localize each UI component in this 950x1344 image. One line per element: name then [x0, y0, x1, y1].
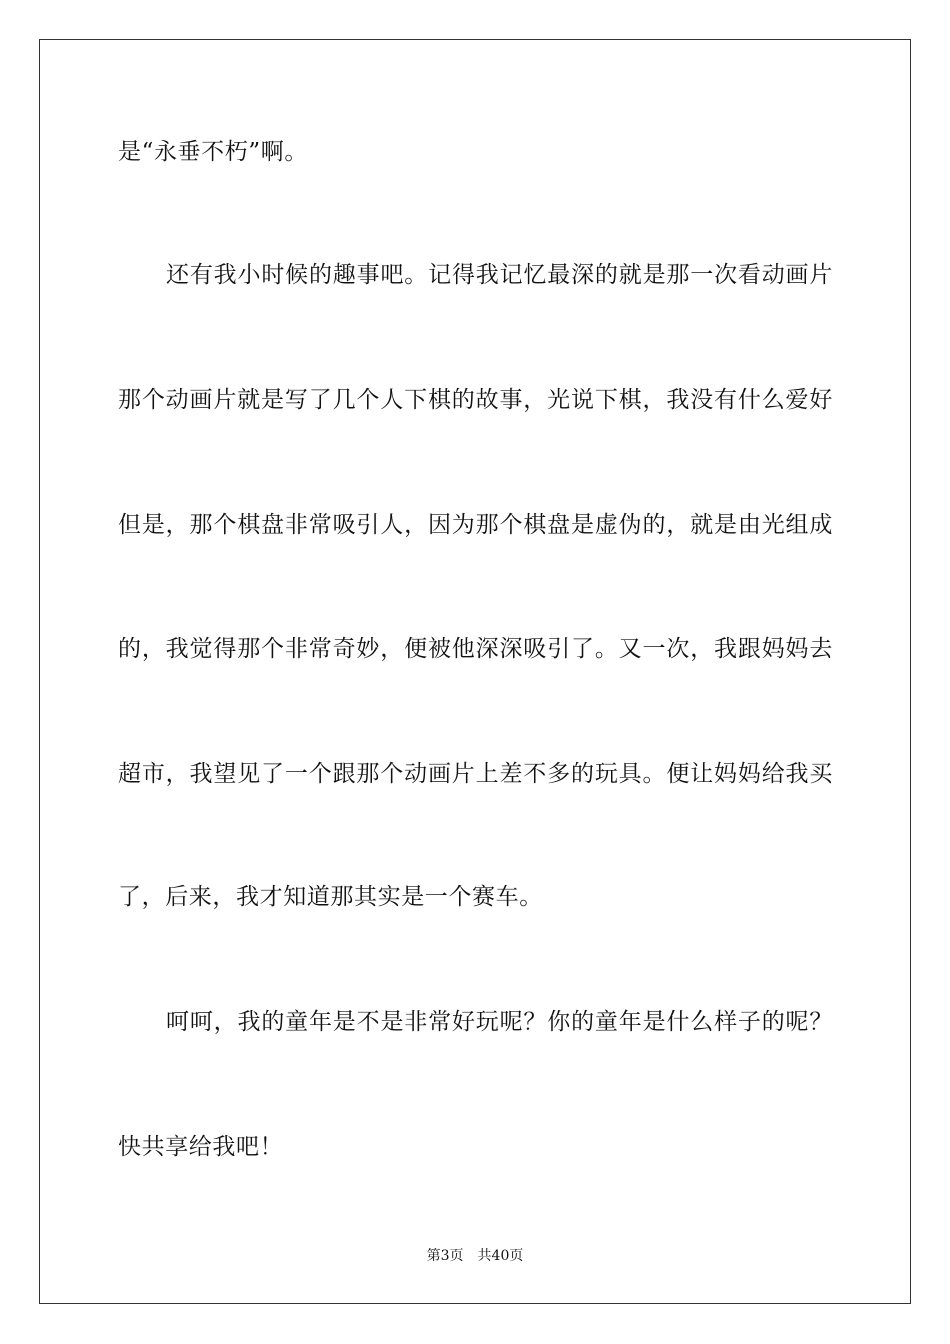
page-total: 共40页 [477, 1248, 524, 1264]
text-line-7: 了，后来，我才知道那其实是一个赛车。 [118, 884, 543, 910]
text-line-5: 的，我觉得那个非常奇妙，便被他深深吸引了。又一次，我跟妈妈去 [118, 636, 833, 662]
text-line-3: 那个动画片就是写了几个人下棋的故事，光说下棋，我没有什么爱好 [118, 387, 833, 413]
text-line-1: 是“永垂不朽”啊。 [118, 139, 308, 165]
page-footer [0, 1247, 950, 1265]
text-line-4: 但是，那个棋盘非常吸引人，因为那个棋盘是虚伪的，就是由光组成 [118, 512, 833, 538]
text-line-9: 快共享给我吧！ [118, 1134, 284, 1160]
text-line-2: 还有我小时候的趣事吧。记得我记忆最深的就是那一次看动画片 [166, 262, 833, 288]
page-number: 第3页 [426, 1248, 464, 1264]
text-line-8: 呵呵，我的童年是不是非常好玩呢？你的童年是什么样子的呢？ [166, 1009, 833, 1035]
text-line-6: 超市，我望见了一个跟那个动画片上差不多的玩具。便让妈妈给我买 [118, 761, 833, 787]
page-border [39, 39, 911, 1304]
